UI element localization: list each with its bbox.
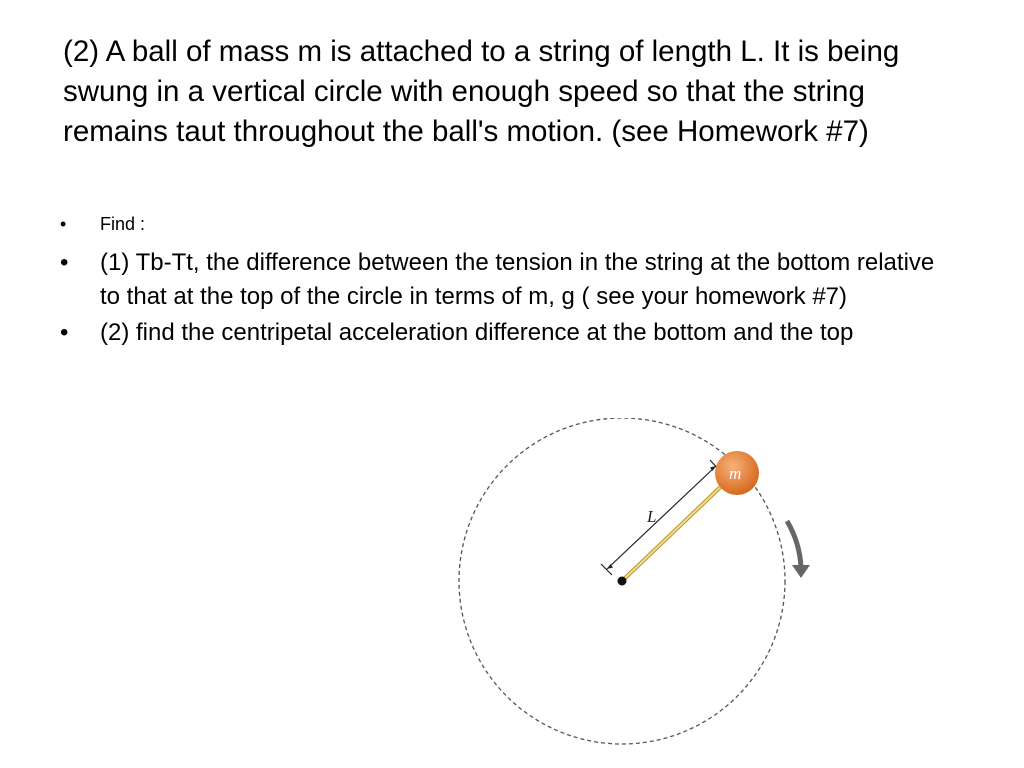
length-dimension: [601, 460, 721, 575]
bullet-marker: •: [60, 249, 69, 276]
bullet-tension-difference: [60, 246, 960, 314]
bullet-centripetal-difference: [60, 316, 960, 350]
bullet-marker: •: [60, 319, 69, 346]
bullet-list: [60, 210, 960, 352]
bullet-text: Find :: [100, 214, 146, 234]
bullet-text: (2) find the centripetal acceleration difference at the bottom and the top: [100, 319, 854, 346]
bullet-text: (1) Tb-Tt, the difference between the tension in the string at the bottom relative to that at the top of the circle in terms of m, g ( see your homework #7): [100, 249, 935, 310]
bullet-find: [60, 210, 960, 238]
bullet-marker: •: [60, 214, 67, 234]
slide-title: (2) A ball of mass m is attached to a string of length L. It is being swung in a vertical circle with enough speed so that the string remains taut throughout the ball's motion. (see Homework #7): [63, 35, 900, 148]
mass-label: m: [729, 464, 742, 483]
rotation-arrow-icon: [787, 521, 810, 578]
pivot-point: [618, 577, 627, 586]
vertical-circle-diagram: [440, 418, 820, 758]
length-label: L: [647, 507, 657, 526]
